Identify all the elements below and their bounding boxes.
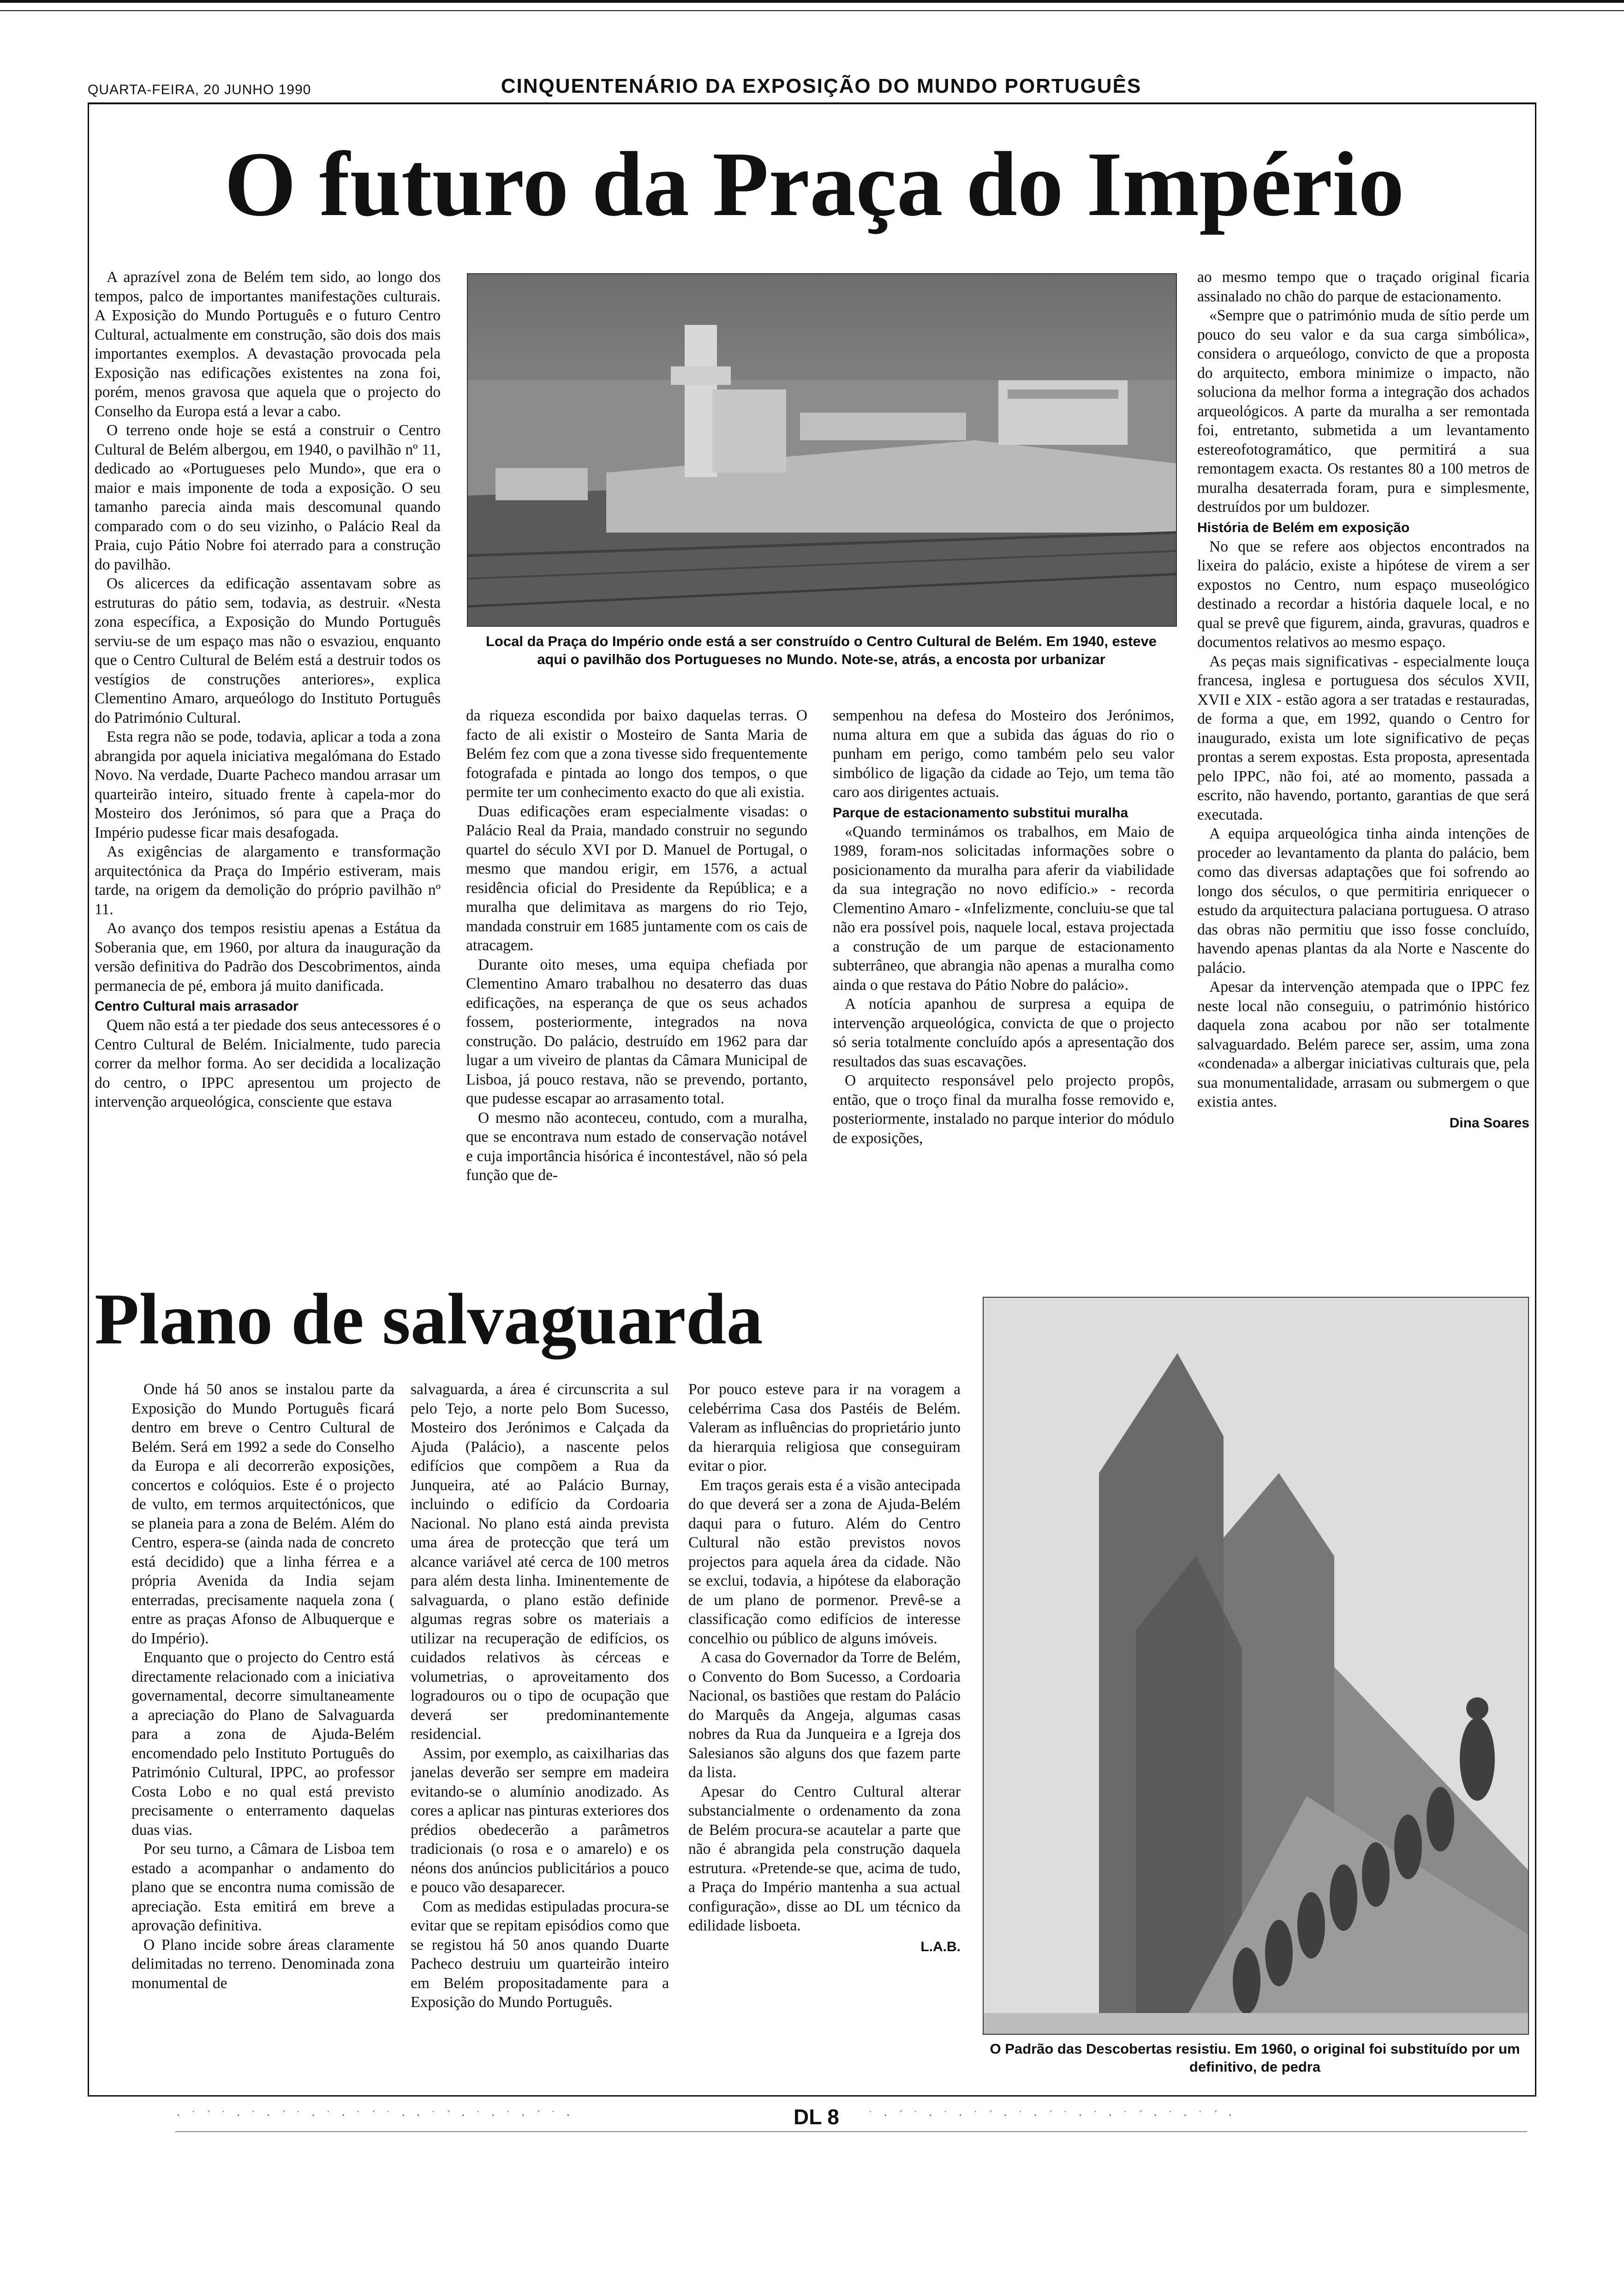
article1-column-4	[1197, 268, 1529, 1267]
paragraph: Duas edificações eram especialmente visadas: o Palácio Real da Praia, mandado construir no segundo quartel do século XVI por D. Manuel de Portugal, o mesmo que mandou erigir, em 1576, a actual residência oficial do Presidente da República; e a muralha que delimitava as margens do rio Tejo, mandada construir em 1685 juntamente com os cais de atracagem.	[466, 803, 807, 954]
paragraph: O mesmo não aconteceu, contudo, com a muralha, que se encontrava num estado de conservação notável e cuja importância hisórica é incontestável, não só pela função que de-	[466, 1109, 807, 1184]
paragraph: A aprazível zona de Belém tem sido, ao longo dos tempos, palco de importantes manifestações culturais. A Exposição do Mundo Português e o futuro Centro Cultural, actualmente em construção, são dois dos mais importantes exemplos. A devastação provocada pela Exposição nas edificações existentes na zona foi, porém, menos gravosa que aquela que o projecto do Conselho da Europa está a levar a cabo.	[95, 269, 441, 420]
paragraph: Com as medidas estipuladas procura-se evitar que se repitam episódios como que se registou há 50 anos quando Duarte Pacheco destruiu um quarteirão inteiro em Belém propositadamente para a Exposição do Mundo Português.	[411, 1898, 669, 2011]
paragraph: salvaguarda, a área é circunscrita a sul pelo Tejo, a norte pelo Bom Sucesso, Mosteiro dos Jerónimos e Calçada da Ajuda (Palácio), a nascente pelos edifícios que compõem a Rua da Junqueira, até ao Palácio Burnay, incluindo o edifício da Cordoaria Nacional. No plano está ainda prevista uma área de protecção que terá um alcance variável até cerca de 100 metros para além desta linha. Iminentemente de salvaguarda, o plano estão definide algumas regras sobre os materiais a utilizar na recuperação de edifícios, os cuidados relativos às cérceas e volumetrias, o aproveitamento dos logradouros ou o tipo de ocupação que deverá ser predominantemente residencial.	[411, 1381, 669, 1743]
paragraph: sempenhou na defesa do Mosteiro dos Jerónimos, numa altura em que a subida das águas do rio o punham em perigo, como também pelo seu valor simbólico de ligação da cidade ao Tejo, um tema tão caro aos dirigentes actuais.	[833, 707, 1174, 801]
paragraph: As exigências de alargamento e transformação arquitectónica da Praça do Império estiveram, mais tarde, na origem da demolição do próprio pavilhão nº 11.	[95, 843, 441, 918]
paragraph: Apesar do Centro Cultural alterar substancialmente o ordenamento da zona de Belém procura-se acautelar a parte que não é abrangida pela construção daquela estrutura. «Pretende-se que, acima de tudo, a Praça do Império mantenha a sua actual configuração», disse ao DL um técnico da edilidade lisboeta.	[688, 1783, 961, 1934]
paragraph: Quem não está a ter piedade dos seus antecessores é o Centro Cultural de Belém. Inicialmente, tudo parecia correr da melhor forma. Ao ser decidida a localização do centro, o IPPC apresentou um projecto de intervenção arqueológica, consciente que estava	[95, 1017, 441, 1110]
subheading: Centro Cultural mais arrasador	[95, 999, 299, 1014]
paragraph: A equipa arqueológica tinha ainda intenções de proceder ao levantamento da planta do palácio, bem como das diversas adaptações que foi sofrendo ao longo dos séculos, o que permitiria enriquecer o estudo da arquitectura palaciana portuguesa. O atraso das obras não permitiu que isso fosse concluído, havendo apenas plantas da ala Norte e Nascente do palácio.	[1197, 825, 1529, 977]
paragraph: Os alicerces da edificação assentavam sobre as estruturas do pátio sem, todavia, as destruir. «Nesta zona específica, a Exposição do Mundo Português serviu-se de um espaço mas não o esvaziou, enquanto que o Centro Cultural de Belém está a destruir todos os vestígios de construções anteriores», explica Clementino Amaro, arqueólogo do Instituto Português do Património Cultural.	[95, 575, 441, 726]
article2-column-1	[131, 1380, 394, 2077]
paragraph: O terreno onde hoje se está a construir o Centro Cultural de Belém albergou, em 1940, o pavilhão nº 11, dedicado ao «Portugueses pelo Mundo», que era o maior e mais imponente de toda a exposição. O seu tamanho parecia ainda mais descomunal quando comparado com o do seu vizinho, o Palácio Real da Praia, cujo Pátio Nobre foi aterrado para a construção do pavilhão.	[95, 422, 441, 573]
header-date: QUARTA-FEIRA, 20 JUNHO 1990	[88, 82, 311, 97]
footer-baseline	[175, 2131, 1527, 2132]
paragraph: Apesar da intervenção atempada que o IPPC fez neste local não conseguiu, o património histórico daquela zona acabou por não ser totalmente salvaguardado. Belém parece ser, assim, uma zona «condenada» a albergar iniciativas culturais que, pela sua monumentalidade, arrasam ou submergem o que existia antes.	[1197, 978, 1529, 1110]
subheading: Parque de estacionamento substitui muralha	[833, 805, 1128, 821]
subheading: História de Belém em exposição	[1197, 520, 1410, 535]
footer-scan-strip-right: ˙ · ´ ˙ · ˙ · ˙ ´ · ˙ · ´ ˙ · ˙ · ˙ ´ · ˙ · ˙ ´ ·	[867, 2110, 1235, 2121]
paragraph: Assim, por exemplo, as caixilharias das janelas deverão ser sempre em madeira evitando-se o alumínio anodizado. As cores a aplicar nas pinturas exteriores dos prédios obedecerão a parâmetros tradicionais (o rosa e o amarelo) e os néons dos anúncios publicitários a pouco e pouco vão desaparecer.	[411, 1744, 669, 1896]
paragraph: Por seu turno, a Câmara de Lisboa tem estado a acompanhar o andamento do plano que se encontra numa comissão de apreciação. Esta emitirá em breve a aprovação definitiva.	[131, 1840, 394, 1934]
paragraph: Por pouco esteve para ir na voragem a celebérrima Casa dos Pastéis de Belém. Valeram as influências do proprietário junto da hierarquia religiosa que conseguiram evitar o pior.	[688, 1381, 961, 1474]
paragraph: Durante oito meses, uma equipa chefiada por Clementino Amaro trabalhou no desaterro das duas edificações, na esperança de que os seus achados fossem, posteriormente, integrados na nova construção. Do palácio, destruído em 1962 para dar lugar a um viveiro de plantas da Câmara Municipal de Lisboa, já pouco restava, não se prevendo, portanto, que pudesse escapar ao arrasamento total.	[466, 956, 807, 1107]
article2-headline: Plano de salvaguarda	[95, 1279, 763, 1360]
footer-scan-strip: · ˙ ´ ˙ · ˙ · ´ ˙ · ˙ · ˙ ´ ˙ · · ˙ ´ · ˙ · ˙ · ´ ˙ ·	[175, 2110, 573, 2121]
article2-column-3	[688, 1380, 961, 2077]
padrao-descobrimentos-photo	[983, 1297, 1529, 2035]
paragraph: Enquanto que o projecto do Centro está directamente relacionado com a iniciativa governamental, decorre simultaneamente a apreciação do Plano de Salvaguarda para a zona de Ajuda-Belém encomendado pelo Instituto Português do Património Cultural, IPPC, ao professor Costa Lobo e no qual está previsto precisamente o enterramento daquelas duas vias.	[131, 1649, 394, 1839]
paragraph: «Quando terminámos os trabalhos, em Maio de 1989, foram-nos solicitadas informações sobre o posicionamento da muralha para aferir da viabilidade da sua integração no novo edifício.» - recorda Clementino Amaro - «Infelizmente, concluiu-se que tal não era possível pois, naquele local, estava projectada a construção de um parque de estacionamento subterrâneo, que abrangia não apenas a muralha como ainda o que restava do Pátio Nobre do palácio».	[833, 823, 1174, 994]
top-border-line-thin	[0, 10, 1624, 11]
frame-left	[88, 102, 89, 2095]
paragraph: da riqueza escondida por baixo daquelas terras. O facto de ali existir o Mosteiro de Santa Maria de Belém fez com que a zona tivesse sido frequentemente fotografada e pintada ao longo dos tempos, o que permite ter um conhecimento exacto do que ali existia.	[466, 707, 807, 801]
article2-column-2	[411, 1380, 669, 2077]
article1-signature: Dina Soares	[1449, 1115, 1529, 1131]
paragraph: O arquitecto responsável pelo projecto propôs, então, que o troço final da muralha fosse removido e, posteriormente, instalado no parque interior do módulo de exposições,	[833, 1072, 1174, 1147]
paragraph: Ao avanço dos tempos resistiu apenas a Estátua da Soberania que, em 1960, por altura da inauguração da versão definitiva do Padrão dos Descobrimentos, ainda permanecia de pé, embora já muito danificada.	[95, 920, 441, 995]
article2-photo-caption: O Padrão das Descobertas resistiu. Em 1960, o original foi substituído por um definitivo, de pedra	[990, 2041, 1520, 2075]
paragraph: Esta regra não se pode, todavia, aplicar a toda a zona abrangida por aquela iniciativa megalómana do Estado Novo. Na verdade, Duarte Pacheco mandou arrasar um quarteirão inteiro, situado frente à capela-mor do Mosteiro dos Jerónimos, só para que a Praça do Império pudesse ficar mais desafogada.	[95, 728, 441, 841]
paragraph: Em traços gerais esta é a visão antecipada do que deverá ser a zona de Ajuda-Belém daqui para o futuro. Além do Centro Cultural não estão previstos novos projectos para aquela área da cidade. Não se exclui, todavia, a hipótese da elaboração de um plano de pormenor. Prevê-se a classificação como edifícios de interesse concelhio ou público de alguns imóveis.	[688, 1476, 961, 1647]
header-section-title: CINQUENTENÁRIO DA EXPOSIÇÃO DO MUNDO PORTUGUÊS	[501, 75, 1142, 97]
frame-right	[1535, 102, 1536, 2095]
paragraph: «Sempre que o património muda de sítio perde um pouco do seu valor e da sua carga simbólica», considera o arqueólogo, convicto de que a proposta do arquitecto, embora minimize o impacto, não soluciona da melhor forma a integração dos achados arqueológicos. A parte da muralha a ser remontada foi, entretanto, submetida a um levantamento estereofotogramático, que permitirá a sua remontagem exacta. Os restantes 80 a 100 metros de muralha desaterrada foram, pura e simplesmente, destruídos por um buldozer.	[1197, 307, 1529, 515]
paragraph: A casa do Governador da Torre de Belém, o Convento do Bom Sucesso, a Cordoaria Nacional, os bastiões que restam do Palácio do Marquês da Angeja, algumas casas nobres da Rua da Junqueira e a Igreja dos Salesianos são alguns dos que fazem parte da lista.	[688, 1649, 961, 1781]
paragraph: No que se refere aos objectos encontrados na lixeira do palácio, existe a hipótese de virem a ser expostos no Centro, num espaço museológico destinado a recordar a história daquele local, e no qual se prevê que figurem, ainda, gravuras, quadros e documentos relativos ao mesmo espaço.	[1197, 538, 1529, 651]
praca-imperio-aerial-photo	[467, 273, 1177, 627]
paragraph: O Plano incide sobre áreas claramente delimitadas no terreno. Denominada zona monumental de	[131, 1936, 394, 1992]
article1-column-2	[466, 706, 807, 1267]
top-border-line	[0, 0, 1624, 3]
paragraph: Onde há 50 anos se instalou parte da Exposição do Mundo Português ficará dentro em breve o Centro Cultural de Belém. Será em 1992 a sede do Conselho da Europa e ali decorrerão exposições, concertos e colóquios. Este é o projecto de vulto, em termos arquitectónicos, que se planeia para a zona de Belém. Além do Centro, espera-se (ainda nada de concreto está decidido) que a linha férrea e a própria Avenida da India sejam enterradas, precisamente naquela zona ( entre as praças Afonso de Albuquerque e do Império).	[131, 1381, 394, 1647]
article1-photo-caption: Local da Praça do Império onde está a ser construído o Centro Cultural de Belém. Em 1940, esteve aqui o pavilhão dos Portugueses no Mundo. Note-se, atrás, a encosta por urbanizar	[485, 633, 1157, 667]
article1-column-1	[95, 268, 441, 1267]
paragraph: As peças mais significativas - especialmente louça francesa, inglesa e portuguesa dos séculos XVII, XVII e XIX - estão agora a ser tratadas e restauradas, de forma a que, em 1992, quando o Centro for inaugurado, exista um lote significativo de peças prontas a serem expostas. Esta proposta, apresentada pelo IPPC, não foi, até ao momento, passada a escrito, não havendo, portanto, garantias de que será executada.	[1197, 653, 1529, 823]
article1-column-3	[833, 706, 1174, 1267]
footer-page-mark: DL 8	[794, 2105, 839, 2129]
bottom-rule	[88, 2095, 1536, 2097]
header-rule	[88, 102, 1536, 104]
article1-headline: O futuro da Praça do Império	[224, 133, 1404, 235]
paragraph: ao mesmo tempo que o traçado original ficaria assinalado no chão do parque de estacionamento.	[1197, 269, 1529, 305]
article2-signature: L.A.B.	[920, 1939, 961, 1954]
paragraph: A notícia apanhou de surpresa a equipa de intervenção arqueológica, convicta de que o projecto só seria totalmente concluído após a apresentação dos resultados das suas escavações.	[833, 995, 1174, 1070]
